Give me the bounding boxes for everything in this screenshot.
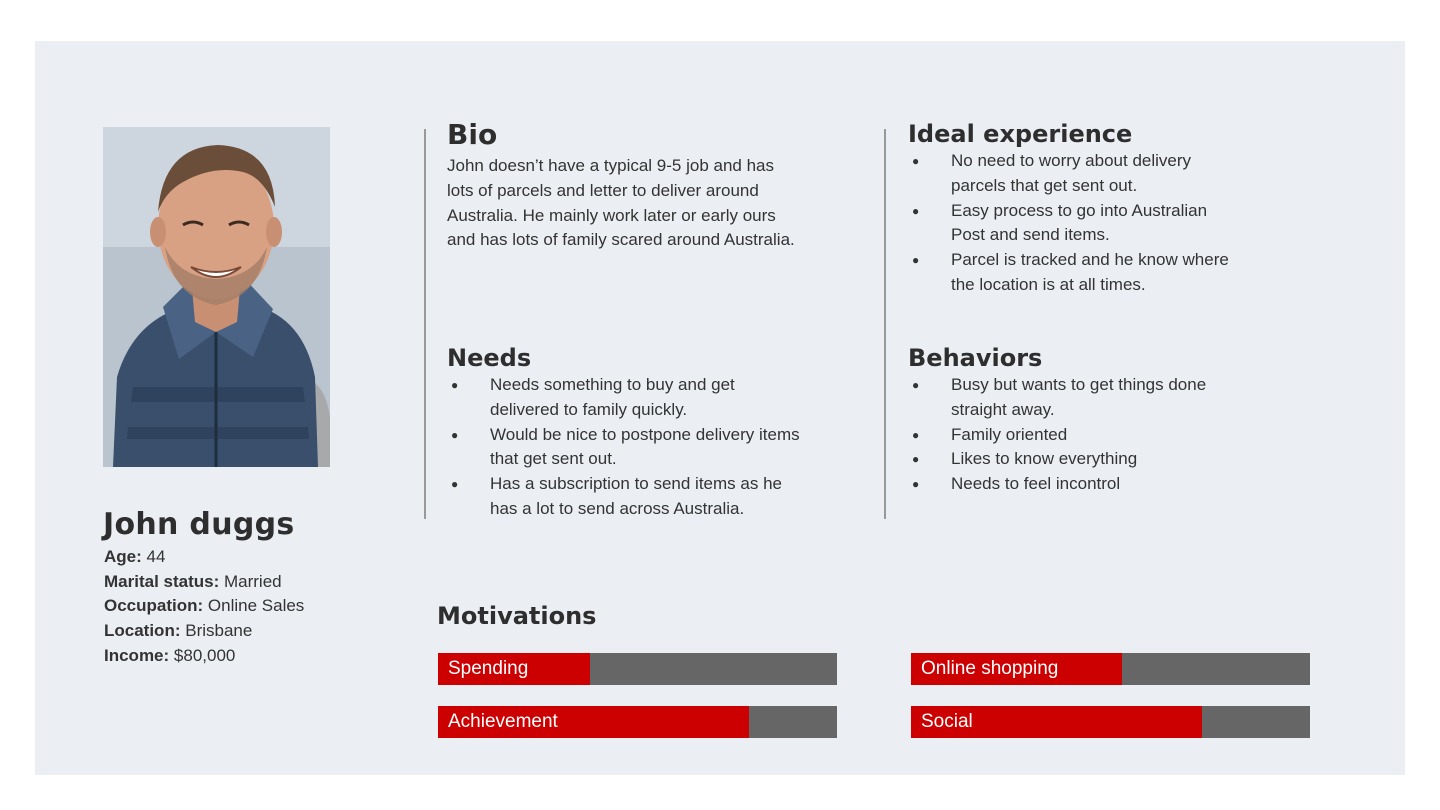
list-item: ● Easy process to go into Australian Post and send items. bbox=[912, 200, 1208, 245]
fact-marital-status: Marital status: Married bbox=[104, 571, 282, 591]
bullet-icon: ● bbox=[912, 427, 920, 442]
bio-heading: Bio bbox=[447, 118, 498, 151]
motivation-bar-social bbox=[911, 706, 1310, 738]
divider-right bbox=[884, 129, 886, 519]
list-item: ● Family oriented bbox=[908, 423, 1243, 448]
bio-text: John doesn’t have a typical 9-5 job and has lots of parcels and letter to deliver around Australia. He mainly work later or early ours and has lots of family scared around Australia. bbox=[447, 156, 795, 250]
motivations-heading: Motivations bbox=[437, 602, 597, 630]
fact-occupation: Occupation: Online Sales bbox=[104, 596, 305, 616]
persona-name: John duggs bbox=[103, 507, 295, 542]
fact-income: Income: $80,000 bbox=[104, 645, 236, 665]
list-item: ● Would be nice to postpone delivery items that get sent out. bbox=[451, 424, 800, 469]
fact-location: Location: Brisbane bbox=[104, 621, 253, 641]
bullet-icon: ● bbox=[451, 477, 459, 492]
bullet-icon: ● bbox=[912, 253, 920, 268]
needs-heading: Needs bbox=[447, 344, 532, 372]
persona-photo bbox=[103, 127, 330, 467]
fact-age: Age: 44 bbox=[104, 547, 166, 566]
bullet-icon: ● bbox=[912, 203, 920, 218]
bullet-icon: ● bbox=[451, 378, 459, 392]
motivation-label: Achievement bbox=[448, 711, 558, 732]
ideal-heading: Ideal experience bbox=[908, 120, 1133, 148]
bullet-icon: ● bbox=[912, 452, 920, 467]
motivation-bar-achievement bbox=[438, 706, 837, 738]
bullet-icon: ● bbox=[912, 154, 920, 168]
list-item: ● Has a subscription to send items as he has a lot to send across Australia. bbox=[451, 474, 782, 518]
list-item: ● No need to worry about delivery parcels that get sent out. bbox=[912, 151, 1192, 195]
bullet-icon: ● bbox=[451, 427, 459, 442]
bullet-icon: ● bbox=[912, 477, 920, 492]
behaviors-list bbox=[908, 373, 1243, 497]
ideal-list bbox=[908, 149, 1243, 298]
motivation-bar-online-shopping bbox=[911, 653, 1310, 685]
motivation-label: Online shopping bbox=[921, 658, 1059, 679]
list-item: ● Needs something to buy and get delivered to family quickly. bbox=[451, 375, 735, 419]
needs-list bbox=[447, 373, 802, 522]
persona-facts bbox=[104, 545, 304, 669]
list-item: ● Parcel is tracked and he know where the location is at all times. bbox=[912, 250, 1229, 294]
bullet-icon: ● bbox=[912, 378, 920, 392]
list-item: ● Likes to know everything bbox=[908, 447, 1243, 472]
list-item: ● Needs to feel incontrol bbox=[908, 472, 1243, 497]
list-item: ● Busy but wants to get things done straight away. bbox=[912, 375, 1207, 419]
divider-left bbox=[424, 129, 426, 519]
behaviors-heading: Behaviors bbox=[908, 344, 1043, 372]
motivation-label: Spending bbox=[448, 658, 529, 679]
motivation-bar-spending bbox=[438, 653, 837, 685]
motivation-label: Social bbox=[921, 711, 973, 732]
